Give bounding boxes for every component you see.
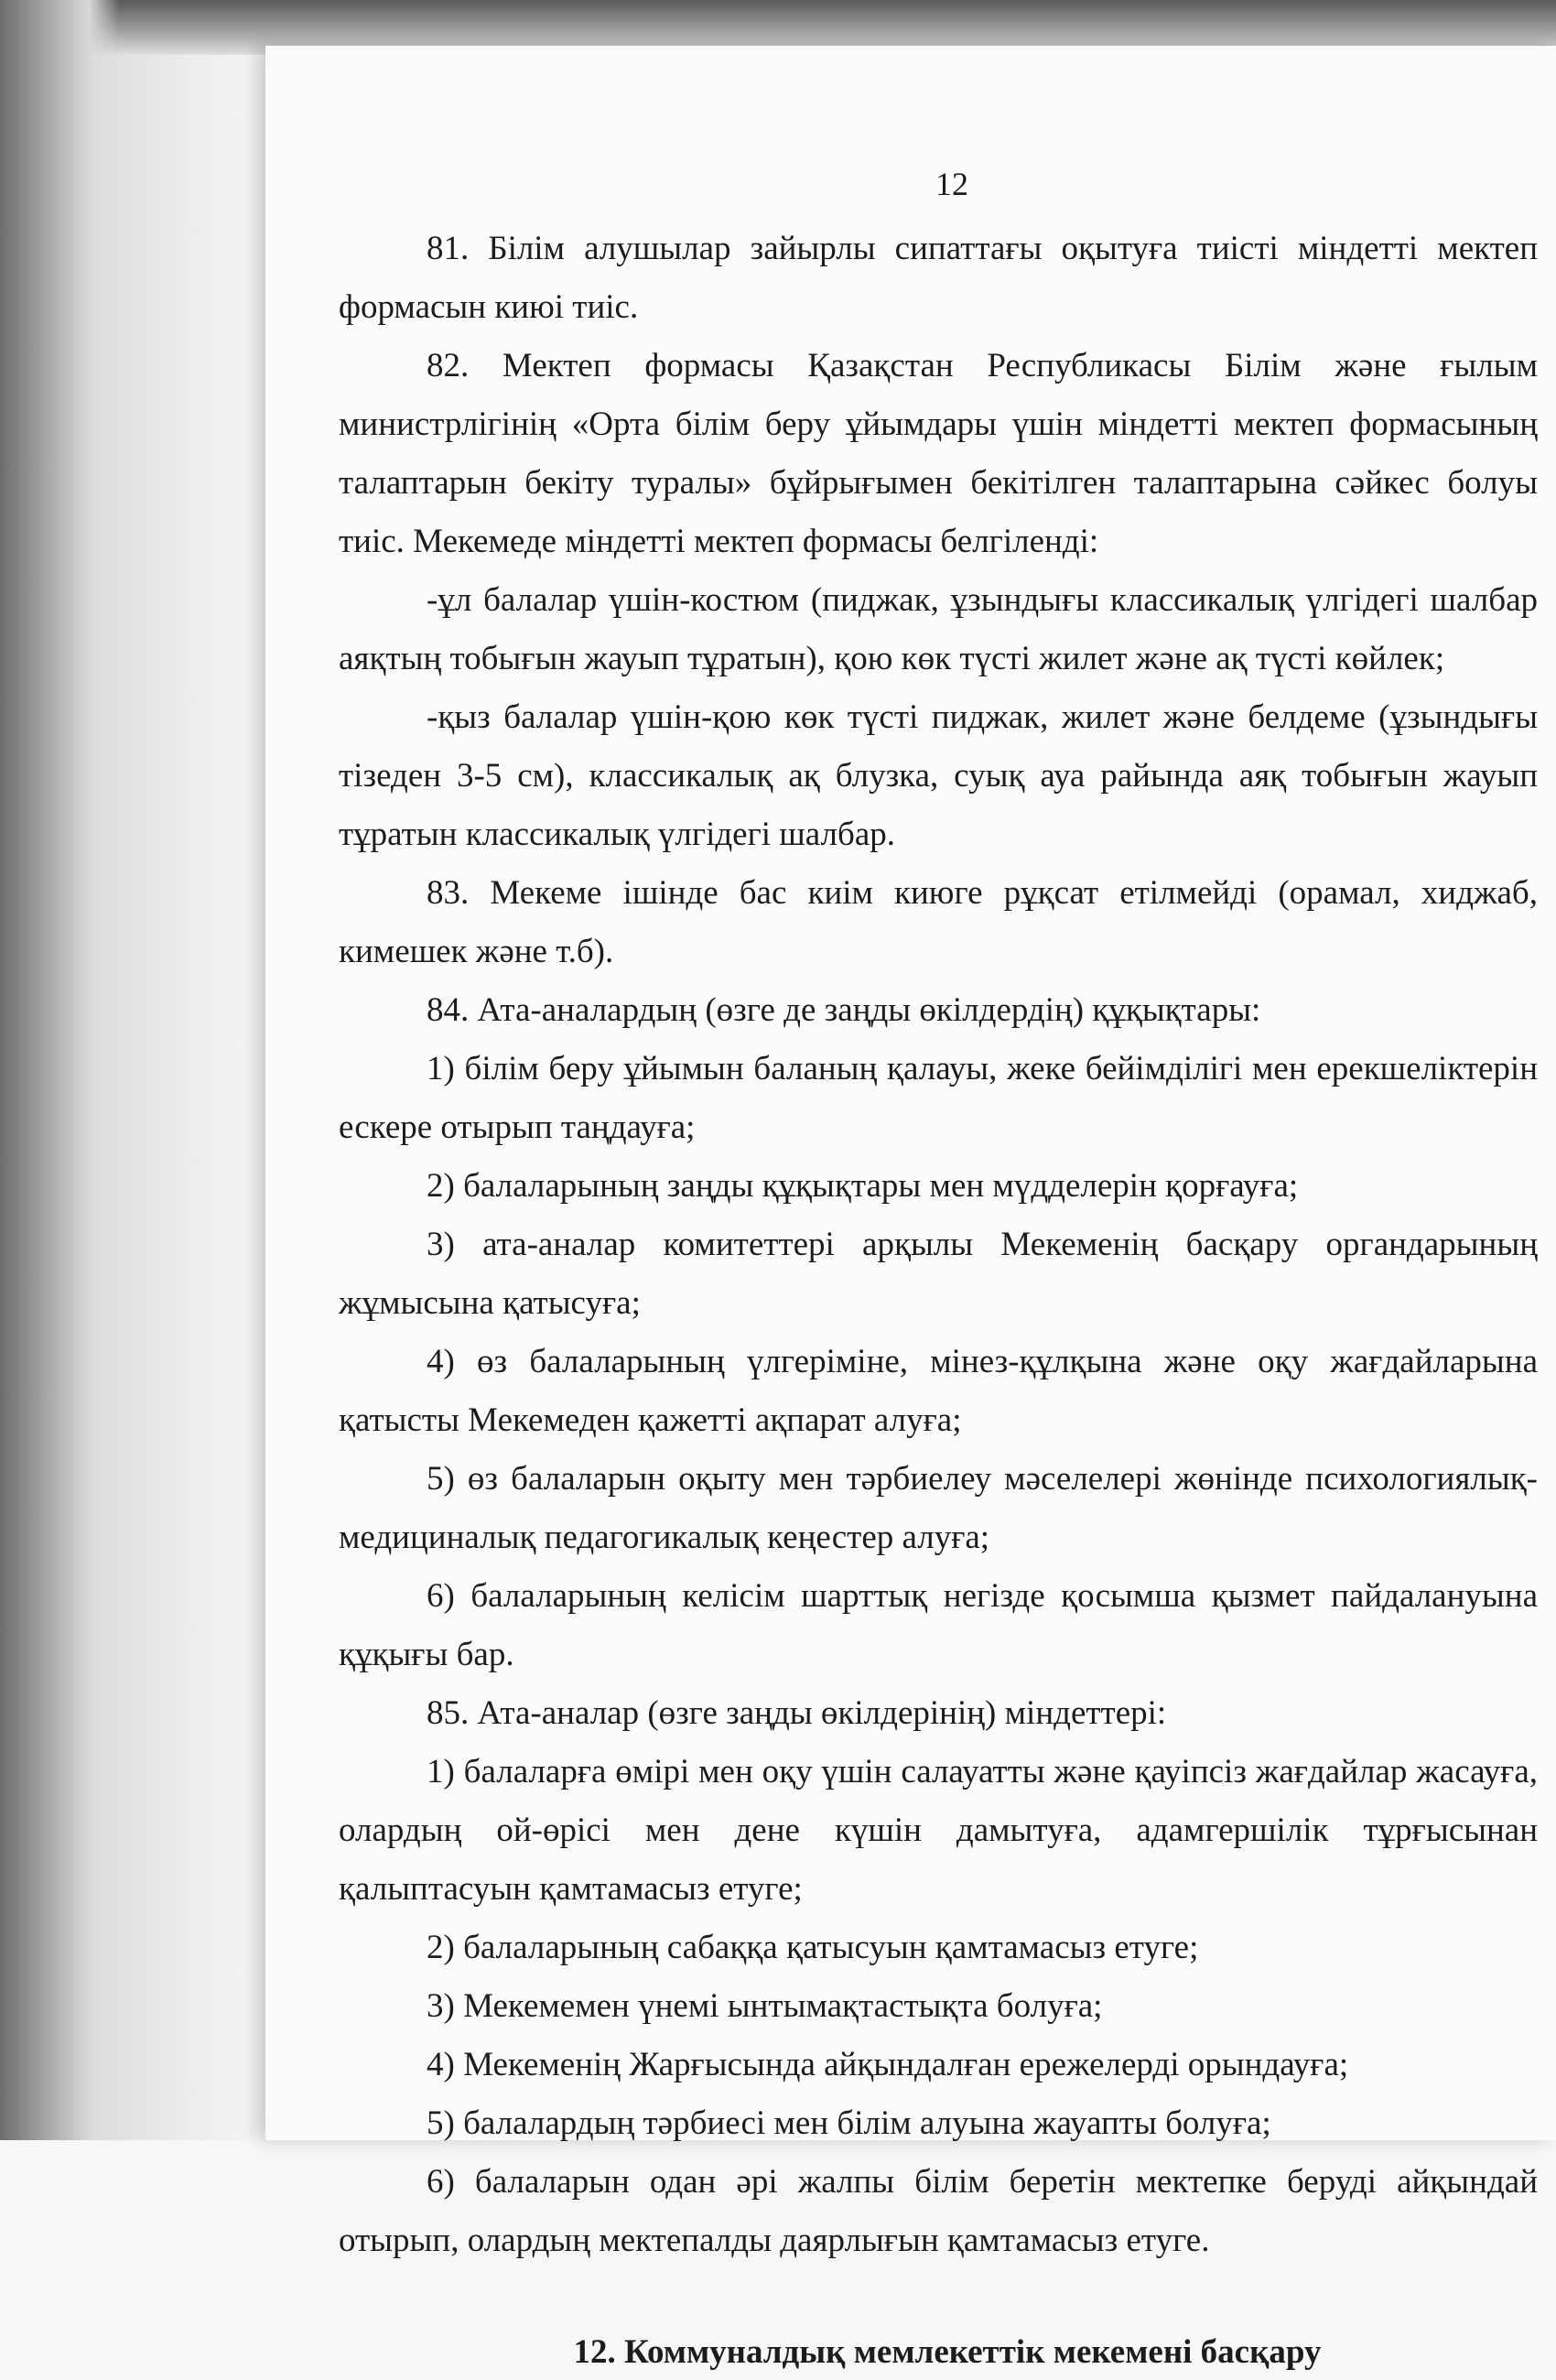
paragraph-84-item-3: 3) ата-аналар комитеттері арқылы Мекеменің басқару органдарының жұмысына қатысуға; bbox=[339, 1226, 1538, 1322]
paragraph-84-item-4: 4) өз балаларының үлгеріміне, мінез-құлқына және оқу жағдайларына қатысты Мекемеден қажетті ақпарат алуға; bbox=[339, 1343, 1538, 1439]
paragraph-85-item-4: 4) Мекеменің Жарғысында айқындалған ережелерді орындауға; bbox=[427, 2046, 1349, 2083]
page-content bbox=[339, 165, 1538, 2380]
paragraph-85-item-3: 3) Мекемемен үнемі ынтымақтастықта болуға; bbox=[427, 1987, 1103, 2025]
paragraph-82-boys-uniform: -ұл балалар үшін-костюм (пиджак, ұзындығы классикалық үлгідегі шалбар аяқтың тобығын жауып тұратын), қою көк түсті жилет және ақ түсті көйлек; bbox=[339, 581, 1538, 677]
paragraph-82-girls-uniform: -қыз балалар үшін-қою көк түсті пиджак, жилет және белдеме (ұзындығы тізеден 3-5 см), классикалық ақ блузка, суық ауа райында аяқ тобығын жауып тұратын классикалық үлгідегі шалбар. bbox=[339, 698, 1538, 853]
paragraph-84-item-1: 1) білім беру ұйымын баланың қалауы, жеке бейімділігі мен ерекшеліктерін ескере отырып таңдауға; bbox=[339, 1050, 1538, 1146]
paragraph-82: 82. Мектеп формасы Қазақстан Республикасы Білім және ғылым министрлігінің «Орта білім беру ұйымдары үшін міндетті мектеп формасының талаптарын бекіту туралы» бұйрығымен бекітілген талаптарына сәйкес болуы тиіс. Мекемеде міндетті мектеп формасы белгіленді: bbox=[339, 347, 1538, 560]
section-heading: 12. Коммуналдық мемлекеттік мекемені басқару bbox=[573, 2333, 1322, 2371]
previous-page-edge bbox=[92, 55, 275, 2140]
paragraph-84-item-2: 2) балаларының заңды құқықтары мен мүдделерін қорғауға; bbox=[427, 1167, 1299, 1205]
paragraph-85-item-5: 5) балалардың тәрбиесі мен білім алуына жауапты болуға; bbox=[427, 2104, 1271, 2142]
page-number: 12 bbox=[935, 166, 968, 202]
paragraph-84-item-6: 6) балаларының келісім шарттық негізде қосымша қызмет пайдалануына құқығы бар. bbox=[339, 1577, 1538, 1673]
paragraph-84: 84. Ата-аналардың (өзге де заңды өкілдердің) құқықтары: bbox=[427, 991, 1261, 1029]
paragraph-81: 81. Білім алушылар зайырлы сипаттағы оқытуға тиісті міндетті мектеп формасын киюі тиіс. bbox=[339, 230, 1538, 326]
paragraph-85-item-6: 6) балаларын одан әрі жалпы білім беретін мектепке беруді айқындай отырып, олардың мектепалды даярлығын қамтамасыз етуге. bbox=[339, 2163, 1538, 2259]
document-page bbox=[265, 46, 1556, 2371]
paragraph-85: 85. Ата-аналар (өзге заңды өкілдерінің) міндеттері: bbox=[427, 1694, 1167, 1732]
paragraph-83: 83. Мекеме ішінде бас киім киюге рұқсат етілмейді (орамал, хиджаб, кимешек және т.б). bbox=[339, 874, 1538, 970]
paragraph-84-item-5: 5) өз балаларын оқыту мен тәрбиелеу мәселелері жөнінде психологиялық-медициналық педагогикалық кеңестер алуға; bbox=[339, 1460, 1538, 1556]
paragraph-85-item-2: 2) балаларының сабаққа қатысуын қамтамасыз етуге; bbox=[427, 1929, 1199, 1966]
paragraph-85-item-1: 1) балаларға өмірі мен оқу үшін салауатты және қауіпсіз жағдайлар жасауға, олардың ой-өрісі мен дене күшін дамытуға, адамгершілік тұрғысынан қалыптасуын қамтамасыз етуге; bbox=[339, 1753, 1538, 1908]
